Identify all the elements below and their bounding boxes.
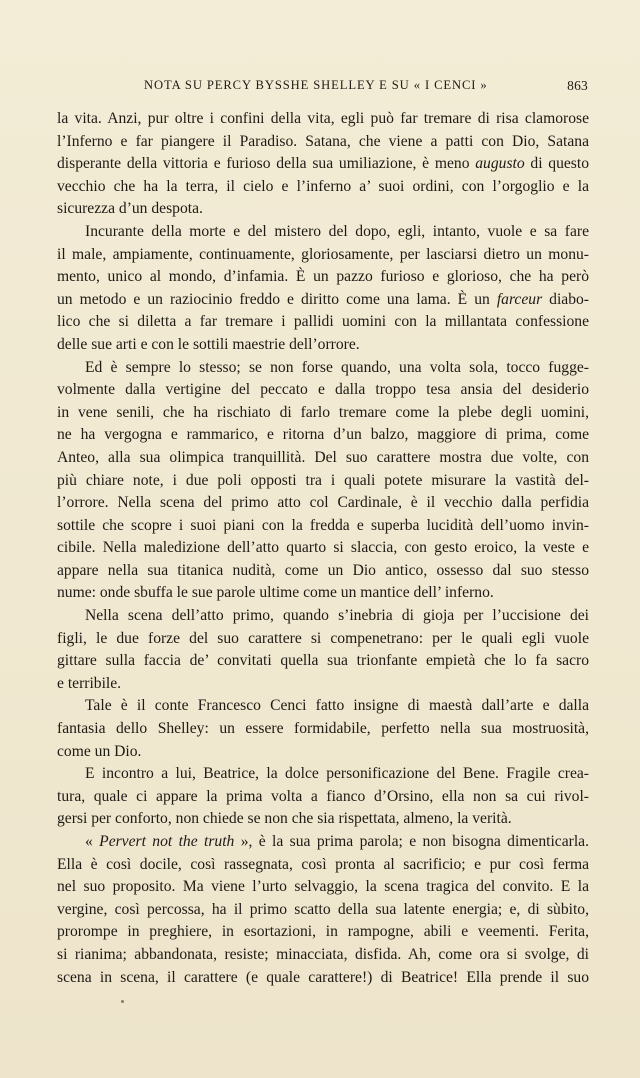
text-line: più chiare note, i due poli opposti tra i quali potete misurare la vastità del-: [57, 471, 589, 489]
text-line: nel suo proposito. Ma viene l’urto selvaggio, la scena tragica del convito. E la: [57, 878, 589, 896]
text-line: E incontro a lui, Beatrice, la dolce personificazione del Bene. Fragile crea-: [85, 765, 589, 783]
text-segment: «: [85, 833, 100, 850]
text-line: mento, unico al mondo, d’infamia. È un pazzo furioso e glorioso, che ha però: [57, 268, 589, 286]
text-line: Tale è il conte Francesco Cenci fatto insigne di maestà dall’arte e dalla: [85, 697, 589, 715]
text-line: Nella scena dell’atto primo, quando s’inebria di gioja per l’uccisione dei: [85, 607, 589, 625]
text-line: Incurante della morte e del mistero del dopo, egli, intanto, vuole e sa fare: [85, 222, 589, 240]
text-line: cibile. Nella maledizione dell’atto quarto si slaccia, con gesto eroico, la veste e: [57, 539, 589, 557]
body-text: [57, 108, 589, 989]
text-line: l’Inferno e far piangere il Paradiso. Satana, che viene a patti con Dio, Satana: [57, 132, 589, 150]
italic-term: augusto: [475, 155, 525, 173]
text-line: Ella è così docile, così rassegnata, così pronta al sacrificio; e pur così ferma: [57, 855, 589, 873]
page-number: 863: [567, 78, 588, 93]
text-line: vecchio che ha la terra, il cielo e l’inferno a’ suoi ordini, con l’orgoglio e la: [57, 177, 589, 195]
text-line: figli, le due forze del suo carattere si compenetrano: per le quali egli vuole: [57, 629, 589, 647]
running-title: NOTA SU PERCY BYSSHE SHELLEY E SU « I CENCI »: [144, 78, 488, 92]
text-line: [57, 831, 589, 854]
text-line: sottile che scopre i suoi piani con la fredda e superba lucidità dell’uomo invin-: [57, 516, 589, 534]
text-segment: », è la sua prima parola; e non bisogna dimenticarla.: [234, 833, 589, 850]
speck-mark: [121, 1000, 124, 1003]
text-line: in vene senili, che ha rischiato di farlo tremare come la plebe degli uomini,: [57, 403, 589, 421]
text-line: prorompe in preghiere, in esortazioni, in rampogne, abili e veementi. Ferita,: [57, 923, 589, 941]
text-line: ne ha vergogna e rammarico, e ritorna d’un balzo, maggiore di prima, come: [57, 426, 589, 444]
text-line: [57, 289, 589, 312]
text-line: delle sue arti e con le sottili maestrie dell’orrore.: [57, 335, 360, 353]
italic-term: Pervert not the truth: [99, 833, 235, 850]
text-line: volmente dalla vertigine del peccato e dalla troppo tesa ansia del desiderio: [57, 381, 589, 399]
text-line: gittare sulla faccia de’ convitati quella sua trionfante empietà che lo fa sacro: [57, 652, 589, 670]
text-line: appare nella sua titanica nudità, come un Dio antico, ossesso dal suo stesso: [57, 561, 589, 579]
text-line: si rianima; abbandonata, resiste; minacciata, disfida. Ah, come ora si svolge, di: [57, 945, 589, 963]
page-header: [58, 78, 588, 96]
text-line: fantasia dello Shelley: un essere formidabile, perfetto nella sua mostruosità,: [57, 720, 589, 738]
text-line: sicurezza d’un despota.: [57, 200, 203, 218]
text-line: come un Dio.: [57, 742, 142, 760]
italic-term: farceur: [496, 290, 543, 308]
text-segment: un metodo e un raziocinio freddo e diritto come una lama. È un: [57, 290, 497, 308]
text-line: [57, 153, 589, 176]
text-line: gersi per conforto, non chiede se non che sia rispettata, almeno, la verità.: [57, 810, 512, 828]
text-line: il male, ampiamente, continuamente, gloriosamente, per lasciarsi dietro un monu-: [57, 245, 589, 263]
text-segment: disperante della vittoria e furioso della sua umiliazione, è meno: [57, 155, 476, 173]
text-segment: di questo: [524, 155, 589, 173]
text-line: e terribile.: [57, 674, 122, 692]
text-line: nume: onde sbuffa le sue parole ultime come un mantice dell’ inferno.: [57, 584, 494, 602]
text-line: la vita. Anzi, pur oltre i confini della vita, egli può far tremare di risa clamorose: [57, 110, 589, 127]
text-line: Ed è sempre lo stesso; se non forse quando, una volta sola, tocco fugge-: [85, 358, 589, 376]
text-line: lico che si diletta a far tremare i pallidi uomini con la millantata confessione: [57, 313, 589, 331]
text-line: scena in scena, il carattere (e quale carattere!) di Beatrice! Ella prende il suo: [57, 968, 589, 986]
text-line: vergine, così percossa, ha il primo scatto della sua latente energia; e, di sùbito,: [57, 900, 589, 918]
text-line: tura, quale ci appare la prima volta a fianco d’Orsino, ella non sa cui rivol-: [57, 787, 589, 805]
text-line: l’orrore. Nella scena del primo atto col Cardinale, è il vecchio dalla perfidia: [57, 494, 589, 512]
text-segment: diabo-: [542, 290, 589, 308]
text-line: Anteo, alla sua olimpica tranquillità. Del suo carattere mostra due volte, con: [57, 448, 589, 466]
